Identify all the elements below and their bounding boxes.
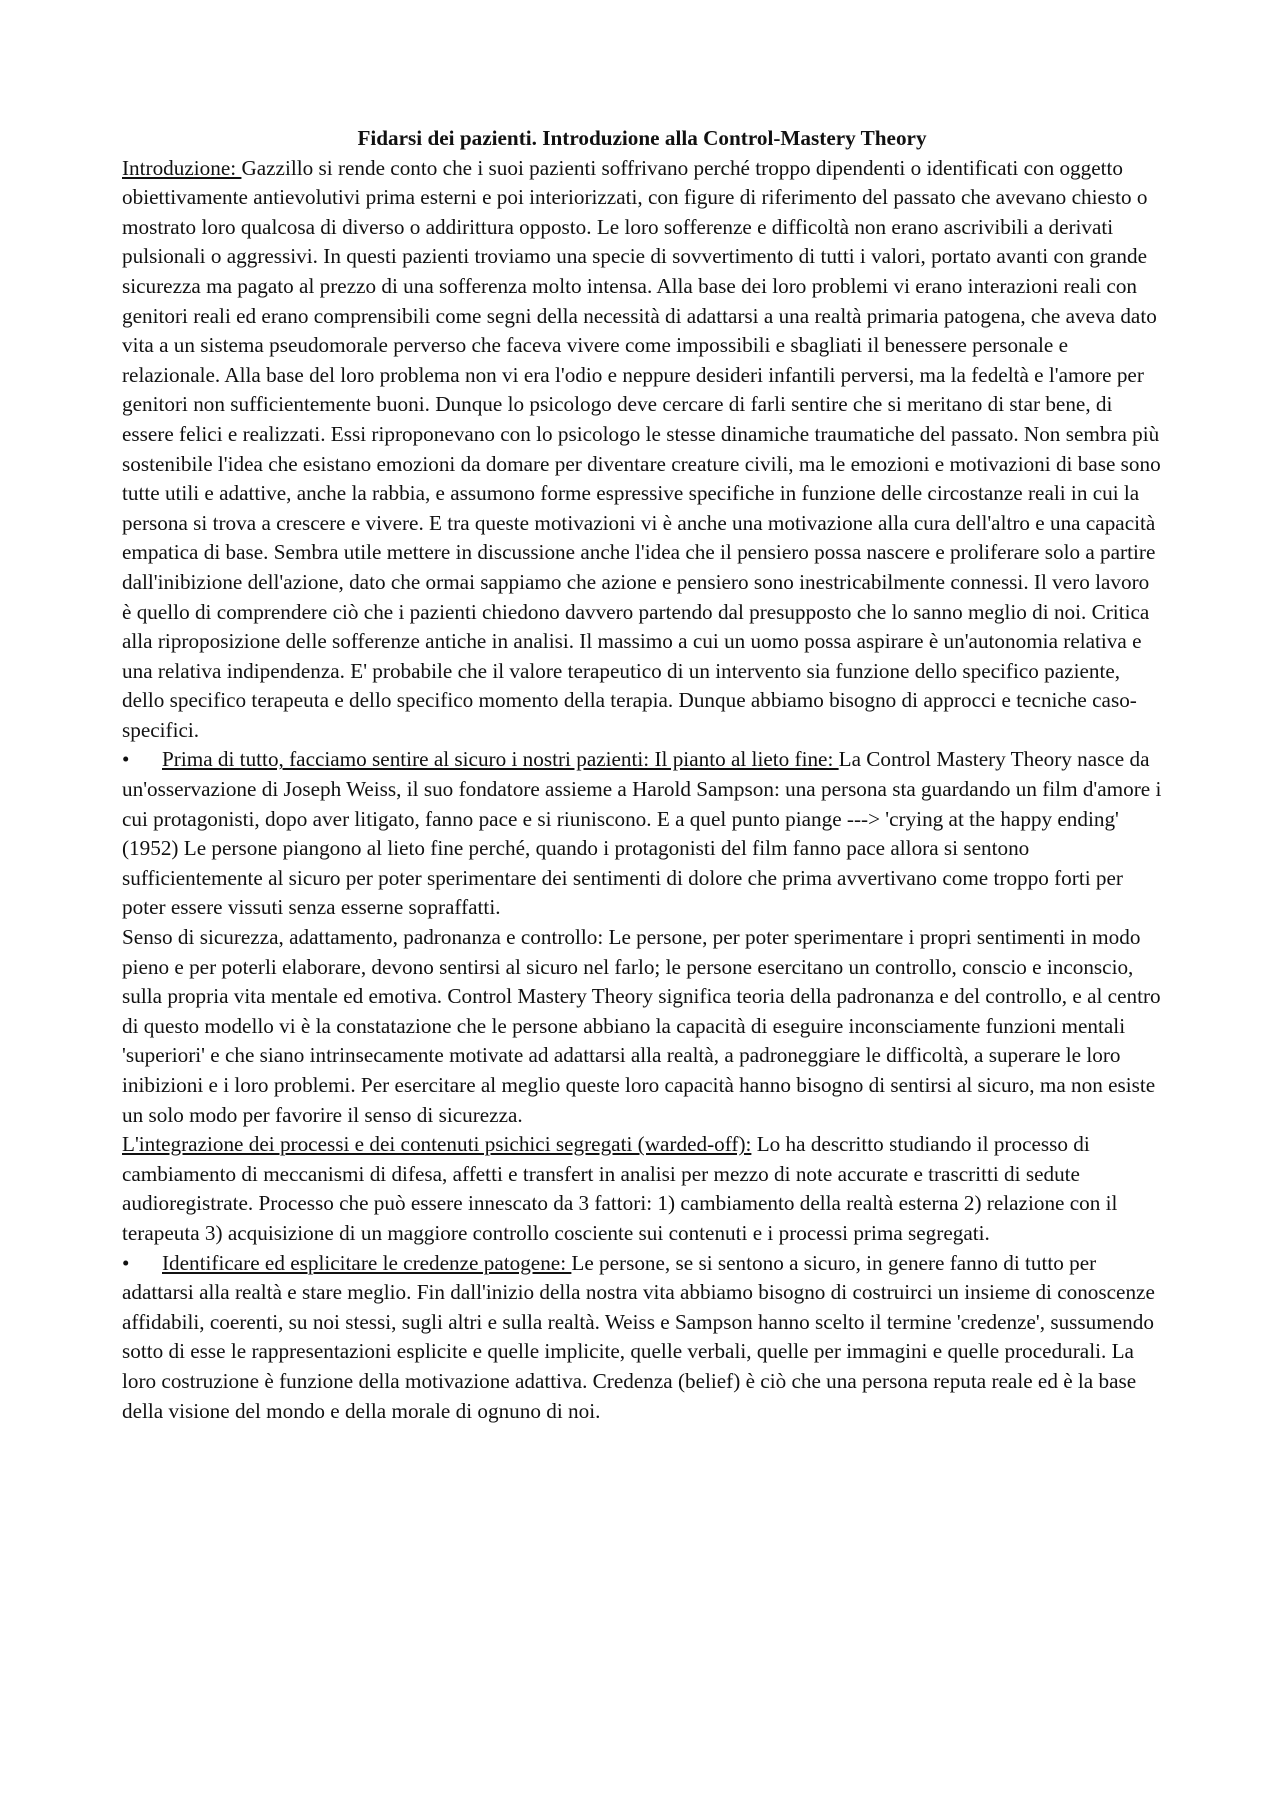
integration-paragraph (122, 1130, 1162, 1248)
integration-heading: L'integrazione dei processi e dei contenuti psichici segregati (warded-off): (122, 1132, 752, 1157)
bullet-heading-safety: Prima di tutto, facciamo sentire al sicuro i nostri pazienti: Il pianto al lieto fine: (162, 747, 839, 772)
intro-text: Gazzillo si rende conto che i suoi pazienti soffrivano perché troppo dipendenti o identificati con oggetto obiettivamente antievolutivi prima esterni e poi interiorizzati, con figure di riferimento del passato che avevano chiesto o mostrato loro qualcosa di diverso o addirittura opposto. Le loro sofferenze e difficoltà non erano ascrivibili a derivati pulsionali o aggressivi. In questi pazienti troviamo una specie di sovvertimento di tutti i valori, portato avanti con grande sicurezza ma pagato al prezzo di una sofferenza molto intensa. Alla base dei loro problemi vi erano interazioni reali con genitori reali ed erano comprensibili come segni della necessità di adattarsi a una realtà primaria patogena, che aveva dato vita a un sistema pseudomorale perverso che faceva vivere come impossibili e sbagliati il benessere personale e relazionale. Alla base del loro problema non vi era l'odio e neppure desideri infantili perversi, ma la fedeltà e l'amore per genitori non sufficientemente buoni. Dunque lo psicologo deve cercare di farli sentire che si meritano di star bene, di essere felici e realizzati. Essi riproponevano con lo psicologo le stesse dinamiche traumatiche del passato. Non sembra più sostenibile l'idea che esistano emozioni da domare per diventare creature civili, ma le emozioni e motivazioni di base sono tutte utili e adattive, anche la rabbia, e assumono forme espressive specifiche in funzione delle circostanze reali in cui la persona si trova a crescere e vivere. E tra queste motivazioni vi è anche una motivazione alla cura dell'altro e una capacità empatica di base. Sembra utile mettere in discussione anche l'idea che il pensiero possa nascere e proliferare solo a partire dall'inibizione dell'azione, dato che ormai sappiamo che azione e pensiero sono inestricabilmente connessi. Il vero lavoro è quello di comprendere ciò che i pazienti chiedono davvero partendo dal presupposto che lo sanno meglio di noi. Critica alla riproposizione delle sofferenze antiche in analisi. Il massimo a cui un uomo possa aspirare è un'autonomia relativa e una relativa indipendenza. E' probabile che il valore terapeutico di un intervento sia funzione dello specifico paziente, dello specifico terapeuta e dello specifico momento della terapia. Dunque abbiamo bisogno di approcci e tecniche caso-specifici. (122, 155, 1161, 742)
bullet-heading-beliefs: Identificare ed esplicitare le credenze patogene: (162, 1250, 572, 1275)
bullet-paragraph-beliefs (122, 1249, 1162, 1427)
bullet-icon: • (122, 1250, 130, 1275)
document-title: Fidarsi dei pazienti. Introduzione alla Control-Mastery Theory (357, 126, 927, 150)
bullet-paragraph-safety (122, 745, 1162, 923)
intro-heading: Introduzione: (122, 155, 242, 180)
bullet-text-safety: La Control Mastery Theory nasce da un'osservazione di Joseph Weiss, il suo fondatore assieme a Harold Sampson: una persona sta guardando un film d'amore i cui protagonisti, dopo aver litigato, fanno pace e si riuniscono. E a quel punto piange ---> 'crying at the happy ending' (1952) Le persone piangono al lieto fine perché, quando i protagonisti del film fanno pace allora si sentono sufficientemente al sicuro per poter sperimentare dei sentimenti di dolore che prima avvertivano come troppo forti per poter essere vissuti senza esserne sopraffatti. (122, 747, 1162, 920)
integration-text: Lo ha descritto studiando il processo di cambiamento di meccanismi di difesa, affetti e transfert in analisi per mezzo di note accurate e trascritti di sedute audioregistrate. Processo che può essere innescato da 3 fattori: 1) cambiamento della realtà esterna 2) relazione con il terapeuta 3) acquisizione di un maggiore controllo cosciente sui contenuti e i processi prima segregati. (122, 1132, 1118, 1245)
security-paragraph: Senso di sicurezza, adattamento, padronanza e controllo: Le persone, per poter sperimentare i propri sentimenti in modo pieno e per poterli elaborare, devono sentirsi al sicuro nel farlo; le persone esercitano un controllo, conscio e inconscio, sulla propria vita mentale ed emotiva. Control Mastery Theory significa teoria della padronanza e del controllo, e al centro di questo modello vi è la constatazione che le persone abbiano la capacità di eseguire inconsciamente funzioni mentali 'superiori' e che siano intrinsecamente motivate ad adattarsi alla realtà, a padroneggiare le difficoltà, a superare le loro inibizioni e i loro problemi. Per esercitare al meglio queste loro capacità hanno bisogno di sentirsi al sicuro, ma non esiste un solo modo per favorire il senso di sicurezza. (122, 925, 1161, 1127)
bullet-text-beliefs: Le persone, se si sentono a sicuro, in genere fanno di tutto per adattarsi alla realtà e stare meglio. Fin dall'inizio della nostra vita abbiamo bisogno di costruirci un insieme di conoscenze affidabili, coerenti, su noi stessi, sugli altri e sulla realtà. Weiss e Sampson hanno scelto il termine 'credenze', sussumendo sotto di esse le rappresentazioni esplicite e quelle implicite, quelle verbali, quelle per immagini e quelle procedurali. La loro costruzione è funzione della motivazione adattiva. Credenza (belief) è ciò che una persona reputa reale ed è la base della visione del mondo e della morale di ognuno di noi. (122, 1250, 1155, 1423)
document-page (122, 124, 1162, 1426)
bullet-icon: • (122, 747, 130, 772)
intro-paragraph (122, 154, 1162, 746)
